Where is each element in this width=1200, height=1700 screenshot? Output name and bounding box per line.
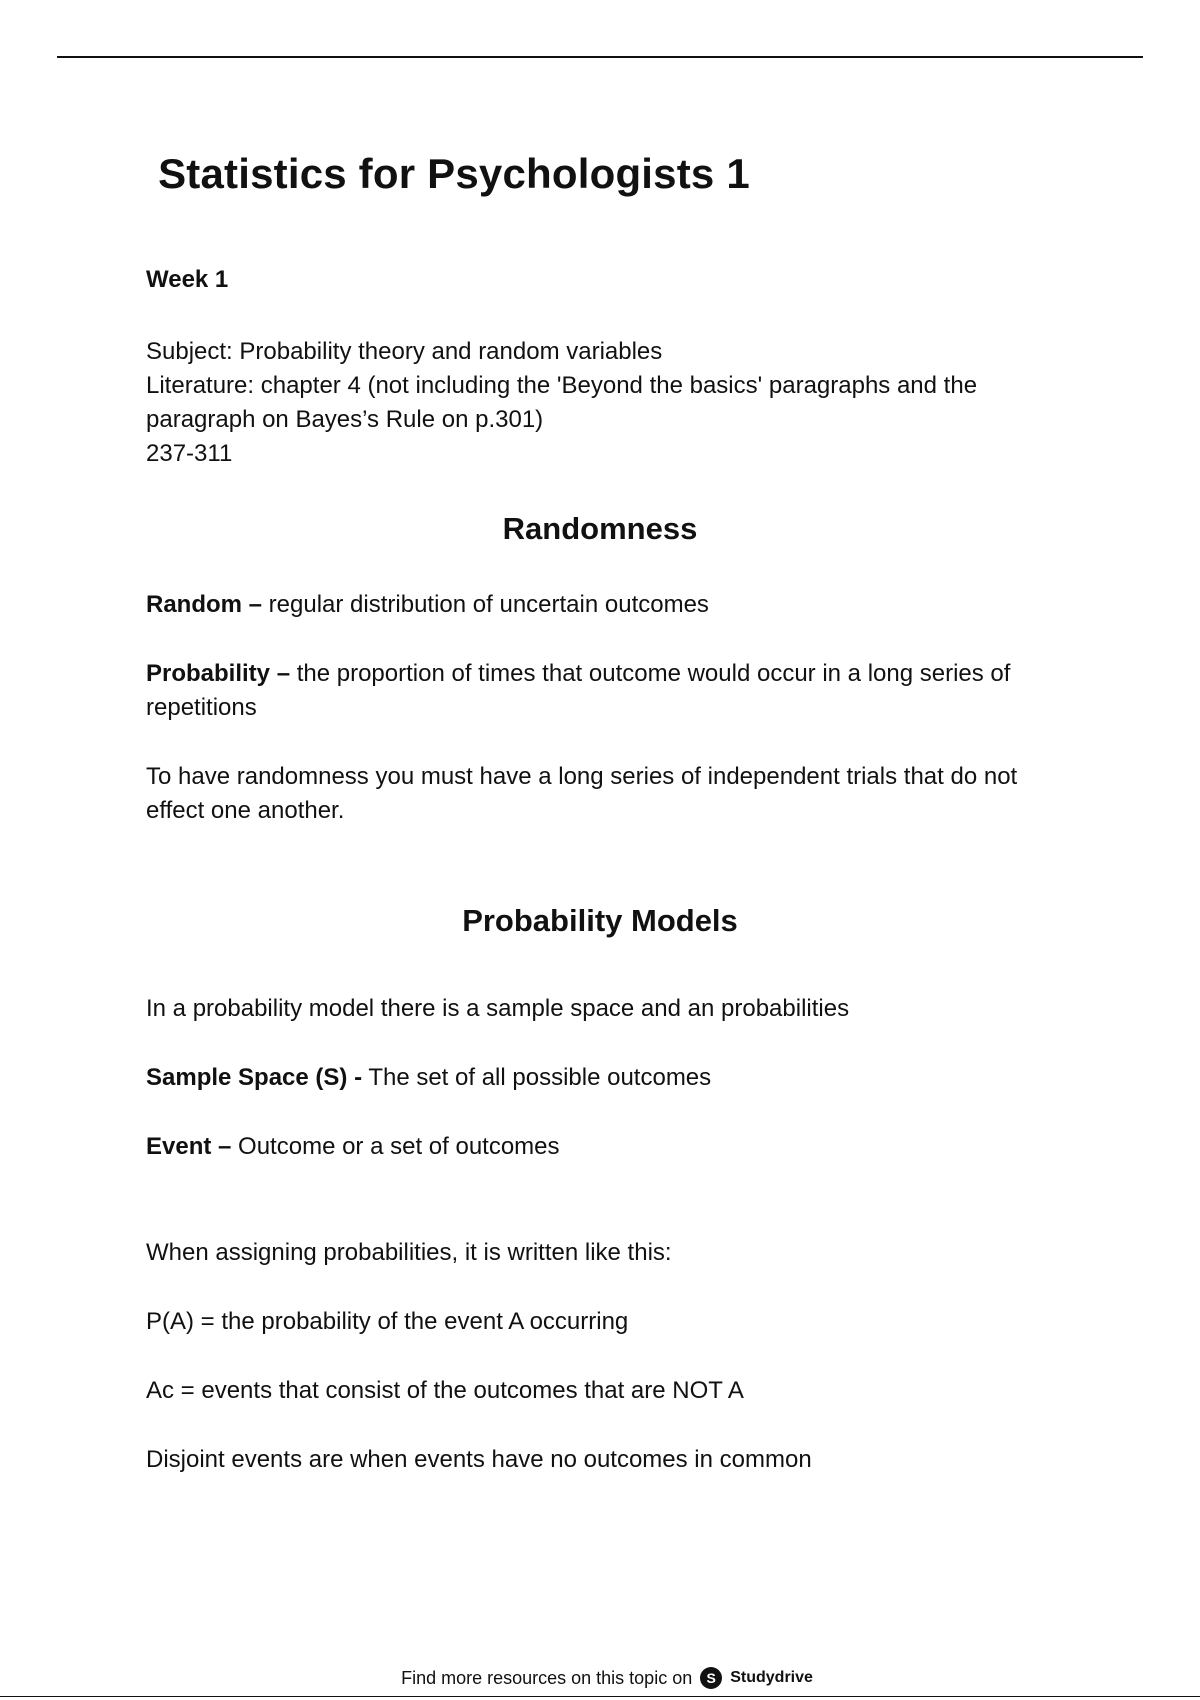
- course-meta: [146, 335, 1071, 471]
- disjoint-events-text: Disjoint events are when events have no outcomes in common: [146, 1446, 812, 1473]
- page-range: 237-311: [146, 440, 233, 467]
- term-random: Random –: [146, 591, 263, 618]
- assigning-probabilities-text: When assigning probabilities, it is written like this:: [146, 1239, 672, 1266]
- subject-line: Subject: Probability theory and random variables: [146, 338, 663, 365]
- definition-sample-space: [146, 1061, 1071, 1095]
- footer-text: Find more resources on this topic on: [401, 1668, 693, 1688]
- definition-event-text: Outcome or a set of outcomes: [231, 1133, 560, 1160]
- section-heading-probability-models: Probability Models: [462, 903, 738, 938]
- section-heading-randomness: Randomness: [502, 511, 698, 546]
- page-footer: [0, 1666, 1200, 1690]
- studydrive-logo-icon: S: [700, 1667, 722, 1689]
- definition-event: [146, 1130, 1071, 1164]
- term-probability: Probability –: [146, 660, 291, 687]
- definition-probability-text: the proportion of times that outcome would occur in a long series of repetitions: [146, 660, 1011, 721]
- literature-line-1: Literature: chapter 4 (not including the 'Beyond the basics' paragraphs and the: [146, 372, 978, 399]
- definition-probability: [146, 657, 1071, 725]
- term-event: Event –: [146, 1133, 232, 1160]
- notation-pa: P(A) = the probability of the event A occurring: [146, 1308, 629, 1335]
- literature-line-2: paragraph on Bayes’s Rule on p.301): [146, 406, 544, 433]
- document-title: Statistics for Psychologists 1: [158, 150, 750, 197]
- footer-link[interactable]: [401, 1666, 813, 1690]
- definition-random: [146, 588, 1071, 622]
- term-sample-space: Sample Space (S) -: [146, 1064, 363, 1091]
- definition-random-text: regular distribution of uncertain outcomes: [262, 591, 709, 618]
- top-rule: [57, 56, 1143, 58]
- notation-ac: Ac = events that consist of the outcomes that are NOT A: [146, 1377, 744, 1404]
- definition-sample-space-text: The set of all possible outcomes: [362, 1064, 712, 1091]
- week-label: Week 1: [146, 266, 229, 293]
- probability-model-intro: In a probability model there is a sample space and an probabilities: [146, 995, 850, 1022]
- randomness-explanation: To have randomness you must have a long series of independent trials that do not effect one another.: [146, 763, 1018, 824]
- bottom-rule: [0, 1696, 1200, 1697]
- brand-name: Studydrive: [730, 1669, 813, 1686]
